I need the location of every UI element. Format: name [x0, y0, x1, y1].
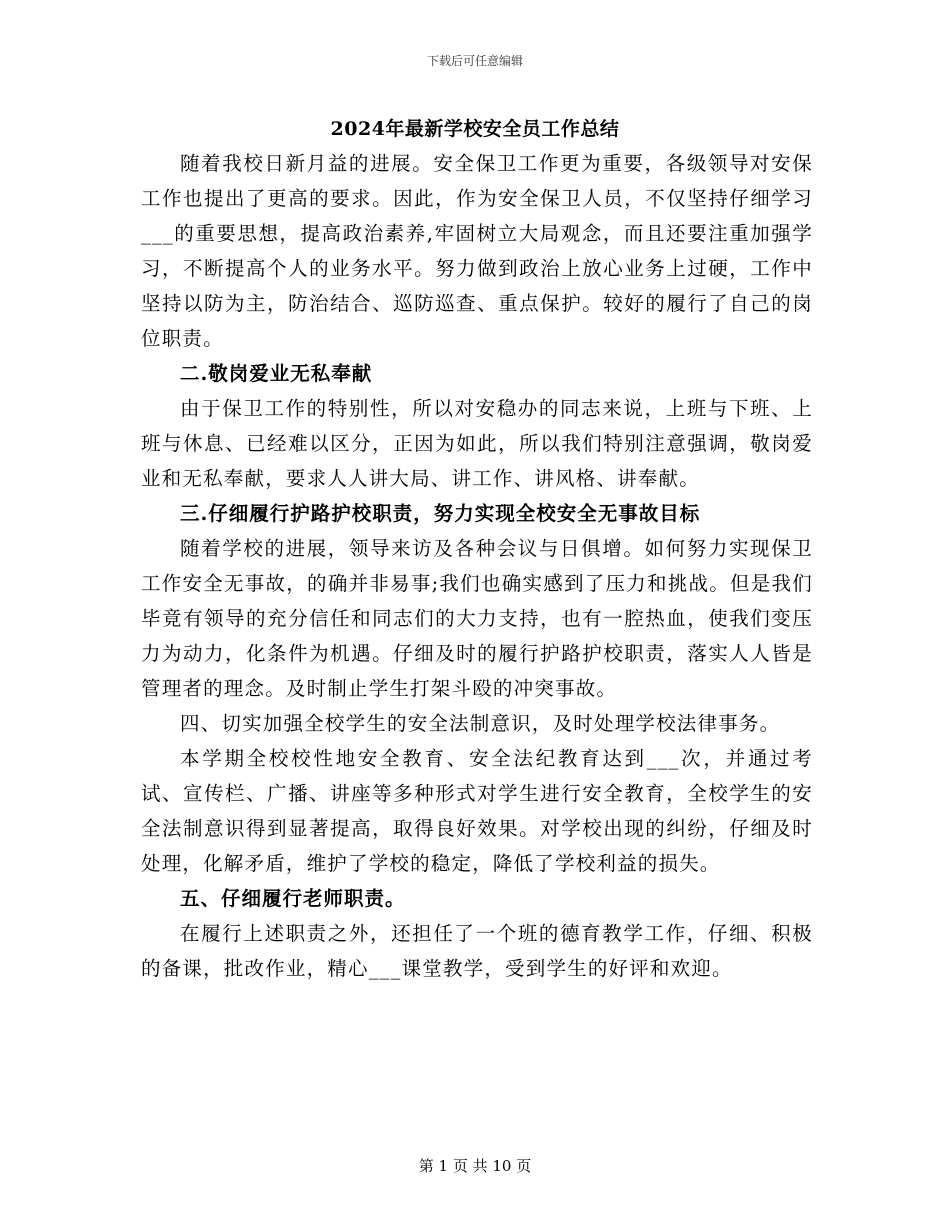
page-header: 下载后可任意编辑 — [426, 54, 523, 68]
section-3-heading: 三.仔细履行护路护校职责，努力实现全校安全无事故目标 — [180, 502, 701, 525]
section-4-heading: 四、切实加强全校学生的安全法制意识，及时处理学校法律事务。 — [180, 712, 781, 735]
intro-paragraph: 随着我校日新月益的进展。安全保卫工作更为重要，各级领导对安保工作也提出了更高的要求。因此，作为安全保卫人员，不仅坚持仔细学习___的重要思想，提高政治素养,牢固树立大局观念，而且还要注重加强学习，不断提高个人的业务水平。努力做到政治上放心业务上过硬，工作中坚持以防为主，防治结合、巡防巡查、重点保护。较好的履行了自己的岗位职责。 — [141, 152, 813, 350]
section-4-paragraph: 本学期全校校性地安全教育、安全法纪教育达到___次，并通过考试、宣传栏、广播、讲座等多种形式对学生进行安全教育，全校学生的安全法制意识得到显著提高，取得良好效果。对学校出现的纠纷，仔细及时处理，化解矛盾，维护了学校的稳定，降低了学校利益的损失。 — [141, 747, 813, 875]
section-5-paragraph: 在履行上述职责之外，还担任了一个班的德育教学工作，仔细、积极的备课，批改作业，精心___课堂教学，受到学生的好评和欢迎。 — [141, 922, 813, 980]
document-title: 2024年最新学校安全员工作总结 — [330, 118, 620, 140]
page-number: 第 1 页 共 10 页 — [418, 1157, 532, 1175]
section-3-paragraph: 随着学校的进展，领导来访及各种会议与日俱增。如何努力实现保卫工作安全无事故，的确并非易事;我们也确实感到了压力和挑战。但是我们毕竟有领导的充分信任和同志们的大力支持，也有一腔热血，使我们变压力为动力，化条件为机遇。仔细及时的履行护路护校职责，落实人人皆是管理者的理念。及时制止学生打架斗殴的冲突事故。 — [141, 537, 813, 700]
section-2-paragraph: 由于保卫工作的特别性，所以对安稳办的同志来说，上班与下班、上班与休息、已经难以区分，正因为如此，所以我们特别注意强调，敬岗爱业和无私奉献，要求人人讲大局、讲工作、讲风格、讲奉献。 — [141, 397, 813, 490]
section-5-heading: 五、仔细履行老师职责。 — [180, 887, 406, 910]
document-body — [141, 146, 813, 986]
section-2-heading: 二.敬岗爱业无私奉献 — [180, 362, 373, 385]
